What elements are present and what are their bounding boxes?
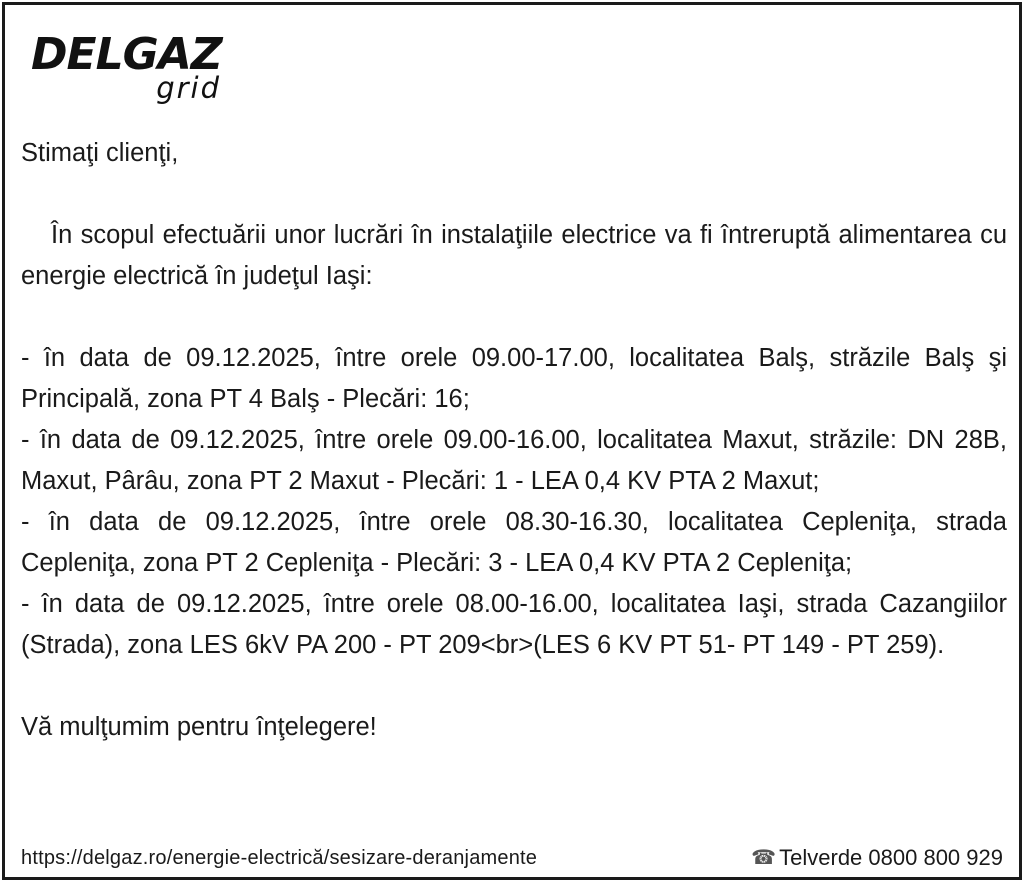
outage-item: - în data de 09.12.2025, între orele 09.00-17.00, localitatea Balş, străzile Balş şi Principală, zona PT 4 Balş - Plecări: 16;	[21, 344, 1007, 413]
telephone-icon: ☎	[751, 847, 777, 869]
intro-paragraph: În scopul efectuării unor lucrări în instalaţiile electrice va fi întreruptă alimentarea cu energie electrică în judeţul Iaşi:	[21, 221, 1007, 290]
hotline	[751, 845, 1003, 871]
support-url[interactable]: https://delgaz.ro/energie-electrică/sesizare-deranjamente	[21, 847, 538, 869]
notice-frame	[2, 2, 1022, 880]
logo-sub: grid	[156, 71, 221, 105]
logo-brand: DELGAZ	[31, 29, 222, 80]
outage-item: - în data de 09.12.2025, între orele 08.00-16.00, localitatea Iaşi, strada Cazangiilor (Strada), zona LES 6kV PA 200 - PT 209<br>(LES 6 KV PT 51- PT 149 - PT 259).	[21, 590, 1007, 659]
closing-line: Vă mulţumim pentru înţelegere!	[21, 713, 377, 741]
notice-body	[21, 133, 1007, 748]
hotline-number: Telverde 0800 800 929	[779, 845, 1003, 870]
greeting: Stimaţi clienţi,	[21, 139, 179, 167]
footer	[21, 845, 1007, 875]
outage-item: - în data de 09.12.2025, între orele 09.00-16.00, localitatea Maxut, străzile: DN 28B, Maxut, Pârâu, zona PT 2 Maxut - Plecări: 1 - LEA 0,4 KV PTA 2 Maxut;	[21, 426, 1007, 495]
delgaz-grid-logo	[31, 31, 231, 111]
outage-item: - în data de 09.12.2025, între orele 08.30-16.30, localitatea Cepleniţa, strada Cepleniţa, zona PT 2 Cepleniţa - Plecări: 3 - LEA 0,4 KV PTA 2 Cepleniţa;	[21, 508, 1007, 577]
